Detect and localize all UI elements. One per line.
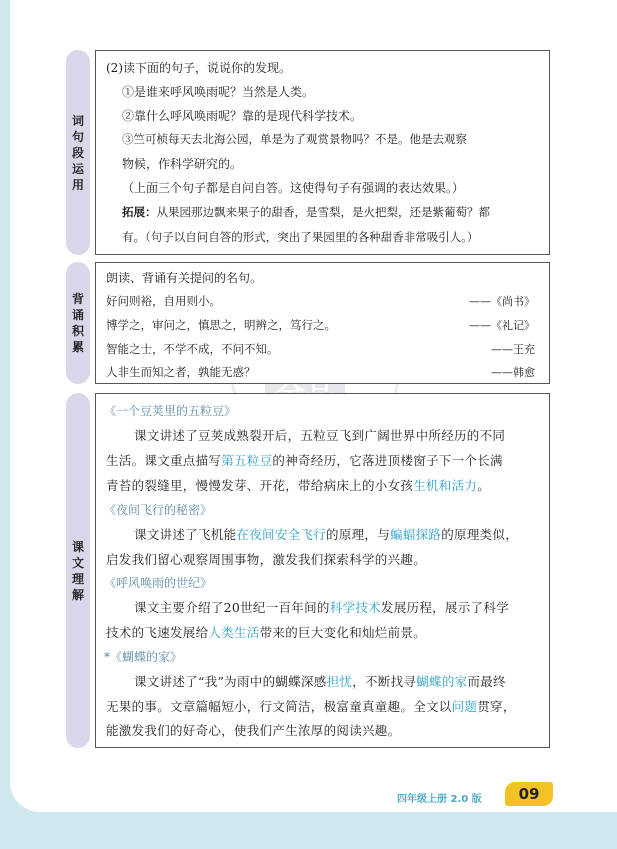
lesson-line — [134, 672, 506, 690]
usage-expand — [122, 204, 490, 220]
usage-box — [95, 50, 550, 255]
quote-source: ——《礼记》 — [469, 319, 535, 332]
quote-source: ——《尚书》 — [469, 295, 535, 308]
usage-sentence-3-cont: 物候，作科学研究的。 — [122, 157, 243, 171]
text-run: 的原理，与 — [326, 527, 391, 542]
lesson-line — [106, 550, 426, 568]
tab-char: 积 — [71, 324, 84, 338]
quote-source: ——王充 — [491, 343, 535, 356]
highlight-text: 蝙蝠探路 — [390, 527, 442, 542]
tab-char: 解 — [71, 587, 84, 602]
text-run: 课文讲述了“我”为雨中的蝴蝶深感 — [134, 674, 327, 689]
highlight-text: 科学技术 — [329, 600, 381, 615]
tab-char: 背 — [71, 292, 84, 306]
lesson-title: 《呼风唤雨的世纪》 — [104, 576, 213, 590]
tab-char: 用 — [71, 177, 84, 192]
page-number: 09 — [505, 782, 553, 806]
section-tab-usage — [66, 50, 90, 255]
usage-expand-cont: 有。（句子以自问自答的形式，突出了果园里的各种甜香非常吸引人。） — [122, 230, 479, 244]
lesson-line — [106, 697, 516, 715]
highlight-text: 人类生活 — [208, 625, 260, 640]
text-run: 课文讲述了飞机能 — [134, 527, 237, 542]
highlight-text: 在夜间安全飞行 — [236, 527, 327, 542]
usage-sentence-2: ②靠什么呼风唤雨呢？靠的是现代科学技术。 — [122, 109, 363, 123]
lesson-title: 《夜间飞行的秘密》 — [104, 503, 213, 517]
text-run: 。 — [477, 478, 491, 493]
recite-intro: 朗读、背诵有关提问的名句。 — [106, 271, 263, 285]
text-run: 课文主要介绍了20世纪一百年间的 — [134, 600, 330, 615]
lesson-line — [106, 476, 490, 494]
lesson-line — [134, 525, 518, 543]
highlight-text: 担忧 — [326, 674, 353, 689]
tab-char: 运 — [71, 161, 84, 176]
grade-label: 四年级上册 2.0 版 — [397, 794, 482, 805]
highlight-text: 第五粒豆 — [221, 453, 273, 468]
highlight-text: 问题 — [451, 699, 478, 714]
tab-char: 课 — [71, 539, 84, 554]
text-run: 贯穿， — [477, 699, 516, 714]
highlight-text: 蝴蝶的家 — [416, 674, 468, 689]
tab-char: 词 — [71, 113, 84, 128]
text-run: 的神奇经历，它落进顶楼窗子下一个长满 — [272, 453, 503, 468]
usage-sentence-1: ①是谁来呼风唤雨呢？当然是人类。 — [122, 85, 315, 99]
lesson-line — [134, 426, 505, 444]
text-run: 带来的巨大变化和灿烂前景。 — [259, 625, 427, 640]
expand-label: 拓展： — [122, 205, 157, 219]
text-run: 生活。课文重点描写 — [106, 453, 222, 468]
text-run: 青苔的裂缝里，慢慢发芽、开花，带给病床上的小女孩 — [106, 478, 414, 493]
quote-text: 博学之，审问之，慎思之，明辨之，笃行之。 — [106, 318, 336, 332]
lesson-line — [106, 721, 400, 739]
usage-summary: （上面三个句子都是自问自答。这使得句子有强调的表达效果。） — [122, 181, 465, 195]
recite-box — [95, 262, 550, 384]
tab-char: 文 — [71, 555, 84, 570]
text-run: 无果的事。文章篇幅短小，行文简洁，极富童真童趣。全文以 — [106, 699, 452, 714]
lesson-line — [106, 623, 426, 641]
tab-char: 累 — [71, 340, 84, 354]
tab-char: 句 — [71, 129, 84, 144]
tab-char: 段 — [71, 145, 84, 160]
highlight-text: 生机和活力 — [413, 478, 478, 493]
quote-text: 智能之士，不学不成，不问不知。 — [106, 342, 279, 356]
usage-question: (2)读下面的句子，说说你的发现。 — [106, 61, 291, 75]
lesson-title: *《蝴蝶的家》 — [104, 650, 183, 664]
tab-char: 理 — [71, 571, 84, 586]
section-tab-understanding — [66, 393, 90, 748]
text-run: 技术的飞速发展给 — [106, 625, 209, 640]
understanding-box — [95, 393, 550, 748]
text-run: 启发我们留心观察周围事物，激发我们探索科学的兴趣。 — [106, 552, 427, 567]
quote-text: 人非生而知之者，孰能无惑？ — [106, 365, 256, 379]
footer-band — [0, 812, 617, 849]
expand-text: 从果园那边飘来果子的甜香，是雪梨，是火把梨，还是紫葡萄？都 — [156, 205, 490, 219]
section-tab-recite — [66, 262, 90, 384]
lesson-line — [134, 598, 509, 616]
text-run: 而最终 — [467, 674, 506, 689]
lesson-title: 《一个豆荚里的五粒豆》 — [104, 404, 237, 418]
quote-source: ——韩愈 — [491, 366, 535, 379]
usage-sentence-3: ③竺可桢每天去北海公园，单是为了观赏景物吗？不是。他是去观察 — [122, 132, 467, 146]
text-run: 能激发我们的好奇心，使我们产生浓厚的阅读兴趣。 — [106, 723, 401, 738]
text-run: 的原理类似， — [441, 527, 519, 542]
text-run: ，不断找寻 — [352, 674, 417, 689]
quote-text: 好问则裕，自用则小。 — [106, 294, 221, 308]
tab-char: 诵 — [71, 308, 84, 322]
text-run: 课文讲述了豆荚成熟裂开后，五粒豆飞到广阔世界中所经历的不同 — [134, 428, 506, 443]
lesson-line — [106, 451, 503, 469]
text-run: 发展历程，展示了科学 — [380, 600, 509, 615]
